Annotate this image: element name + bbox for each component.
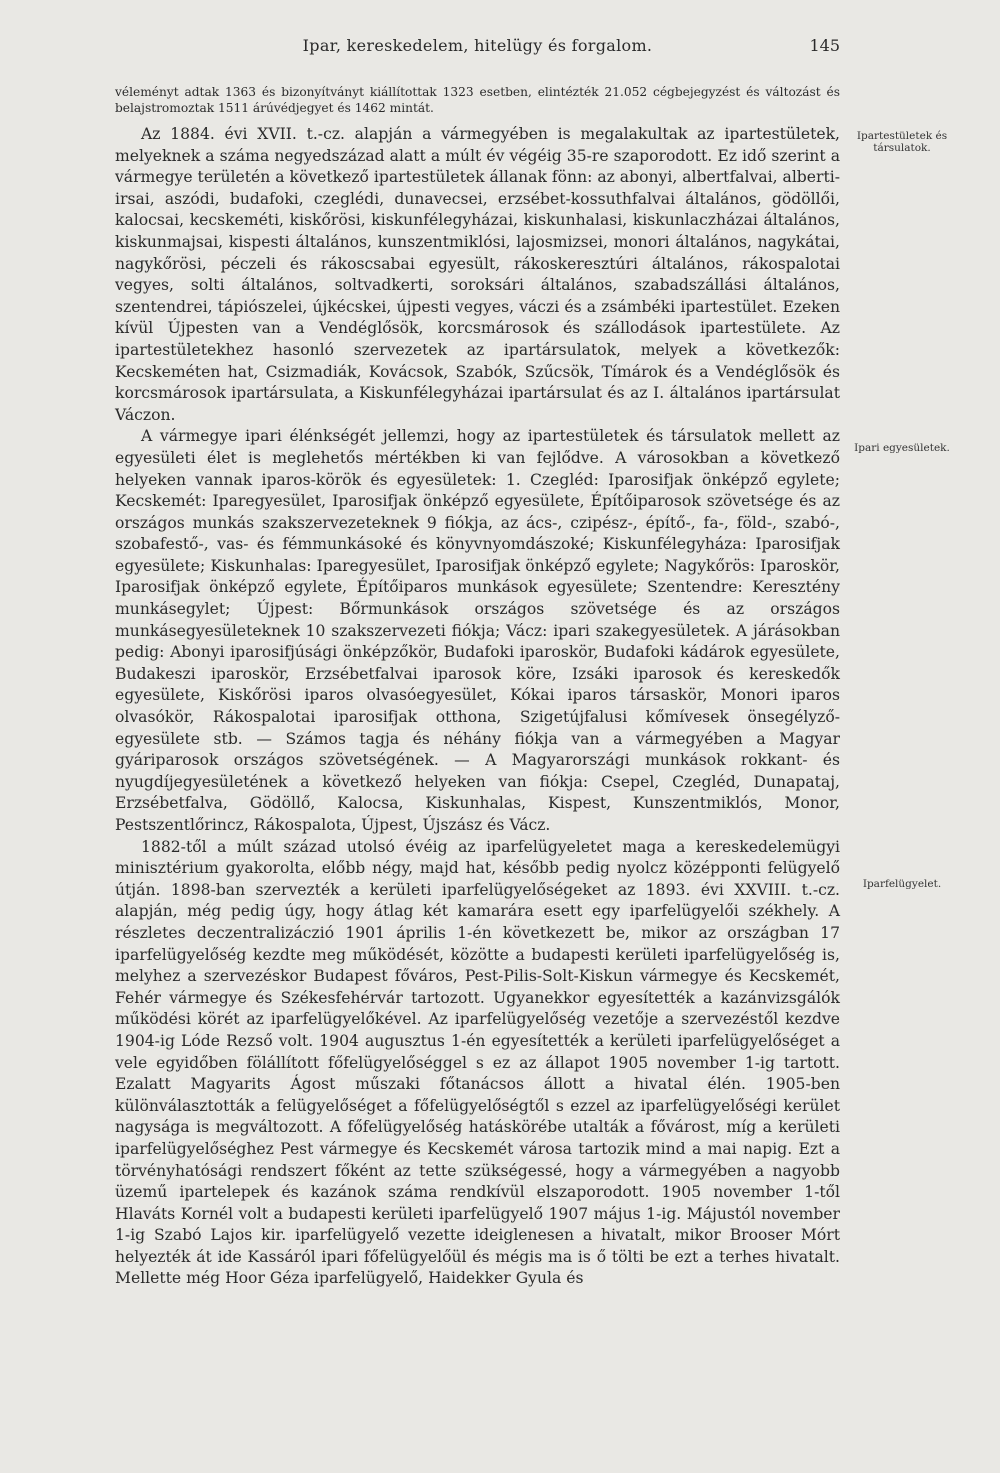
page-header bbox=[115, 36, 840, 62]
intro-paragraph: véleményt adtak 1363 és bizonyítványt kiállítottak 1323 esetben, elintézték 21.052 cégbejegyzést és változást és belajstromoztak 1511 árúvédjegyet és 1462 mintát. bbox=[115, 85, 840, 115]
paragraph-ipartestuletek: Az 1884. évi XVII. t.-cz. alapján a vármegyében is megalakultak az ipartestületek, melyeknek a száma negyedszázad alatt a múlt év végéig 35-re szaporodott. Ez idő szerint a vármegye területén a következő ipartestületek állanak fönn: az abonyi, albertfalvai, alberti-irsai, aszódi, budafoki, czeglédi, dunavecsei, erzsébet-kossuthfalvai általános, gödöllői, kalocsai, kecskeméti, kiskőrösi, kiskunfélegyházai, kiskunhalasi, kiskunlaczházai általános, kiskunmajsai, kispesti általános, kunszentmiklósi, lajosmizsei, monori általános, nagykátai, nagykőrösi, péczeli és rákoscsabai egyesült, rákoskeresztúri általános, rákospalotai vegyes, solti általános, soltvadkerti, soroksári általános, szabadszállási általános, szentendrei, tápiószelei, újkécskei, újpesti vegyes, váczi és a zsámbéki ipartestület. Ezeken kívül Újpesten van a Vendéglősök, korcsmárosok és szállodások ipartestülete. Az ipartestületekhez hasonló szervezetek az ipartársulatok, melyek a következők: Kecskeméten hat, Csizmadiák, Kovácsok, Szabók, Szűcsök, Tímárok és a Vendéglősök és korcsmárosok ipartársulata, a Kiskunfélegyházai ipartársulat és az I. általános ipartársulat Váczon. bbox=[115, 125, 840, 424]
paragraph-ipari-egyesuletek: A vármegye ipari élénkségét jellemzi, hogy az ipartestületek és társulatok mellett az egyesületi élet is meglehetős mértékben ki van fejlődve. A városokban a következő helyeken vannak iparos-körök és egyesületek: 1. Czegléd: Iparosifjak önképző egylete; Kecskemét: Iparegyesület, Iparosifjak önképző egyesülete, Építőiparosok szövetsége és az országos munkás szakszervezeteknek 9 fiókja, az ács-, czipész-, építő-, fa-, föld-, szabó-, szobafestő-, vas- és fémmunkásoké és könyvnyomdászoké; Kiskunfélegyháza: Iparosifjak egyesülete; Kiskunhalas: Iparegyesület, Iparosifjak önképző egylete; Nagykőrös: Iparoskör, Iparosifjak önképző egylete, Építőiparos munkások egyesülete; Szentendre: Keresztény munkásegylet; Újpest: Bőrmunkások országos szövetsége és az országos munkásegyesületeknek 10 szakszervezeti fiókja; Vácz: ipari szakegyesületek. A járásokban pedig: Abonyi iparosifjúsági önképzőkör, Budafoki iparoskör, Budafoki kádárok egyesülete, Budakeszi iparoskör, Erzsébetfalvai iparosok köre, Izsáki iparosok és kereskedők egyesülete, Kiskőrösi iparos olvasóegyesület, Kókai iparos társaskör, Monori iparos olvasókör, Rákospalotai iparosifjak otthona, Szigetújfalusi kőmívesek önsegélyző-egyesülete stb. — Számos tagja és néhány fiókja van a vármegyében a Magyar gyáriparosok országos szövetségének. — A Magyarországi munkások rokkant- és nyugdíjegyesületének a következő helyeken van fiókja: Csepel, Czegléd, Dunapataj, Erzsébetfalva, Gödöllő, Kalocsa, Kiskunhalas, Kispest, Kunszentmiklós, Monor, Pestszentlőrincz, Rákospalota, Újpest, Újszász és Vácz. bbox=[115, 427, 840, 834]
page-number: 145 bbox=[809, 36, 840, 55]
margin-note-ipartestuletek: Ipartestületek és társulatok. bbox=[856, 130, 948, 154]
margin-note-iparfelugyelet: Iparfelügyelet. bbox=[862, 878, 942, 890]
main-text bbox=[115, 124, 840, 1290]
running-title: Ipar, kereskedelem, hitelügy és forgalom. bbox=[302, 36, 653, 55]
margin-note-ipari-egyesuletek: Ipari egyesületek. bbox=[854, 442, 950, 454]
paragraph-iparfelugyelet: 1882-től a múlt század utolsó évéig az iparfelügyeletet maga a kereskedelemügyi minisztérium gyakorolta, előbb négy, majd hat, később pedig nyolcz középponti felügyelő útján. 1898-ban szervezték a kerületi iparfelügyelőségeket az 1893. évi XXVIII. t.-cz. alapján, még pedig úgy, hogy átlag két kamarára esett egy iparfelügyelői székhely. A részletes deczentralizáczió 1901 április 1-én következett be, mikor az országban 17 iparfelügyelőség kezdte meg működését, közötte a budapesti kerületi iparfelügyelőség is, melyhez a szervezéskor Budapest főváros, Pest-Pilis-Solt-Kiskun vármegye és Kecskemét, Fehér vármegye és Székesfehérvár tartozott. Ugyanekkor egyesítették a kazánvizsgálók működési körét az iparfelügyelőkével. Az iparfelügyelőség vezetője a szervezéstől kezdve 1904-ig Lóde Rezső volt. 1904 augusztus 1-én egyesítették a kerületi iparfelügyelőséget a vele egyidőben fölállított főfelügyelőséggel s ez az állapot 1905 november 1-ig tartott. Ezalatt Magyarits Ágost műszaki főtanácsos állott a hivatal élén. 1905-ben különválasztották a felügyelőséget a főfelügyelőségtől s ezzel az iparfelügyelőségi kerület nagysága is megváltozott. A főfelügyelőség hatáskörébe utalták a fővárost, míg a kerületi iparfelügyelőséghez Pest vármegye és Kecskemét városa tartozik mind a mai napig. Ezt a törvényhatósági rendszert főként az tette szükségessé, hogy a vármegyében a nagyobb üzemű ipartelepek és kazánok száma rendkívül elszaporodott. 1905 november 1-től Hlaváts Kornél volt a budapesti kerületi iparfelügyelő 1907 május 1-ig. Májustól november 1-ig Szabó Lajos kir. iparfelügyelő vezette ideiglenesen a hivatalt, mikor Brooser Mórt helyezték át ide Kassáról ipari főfelügyelőül és mégis ma is ő tölti be ezt a terhes hivatalt. Mellette még Hoor Géza iparfelügyelő, Haidekker Gyula és bbox=[115, 837, 840, 1288]
